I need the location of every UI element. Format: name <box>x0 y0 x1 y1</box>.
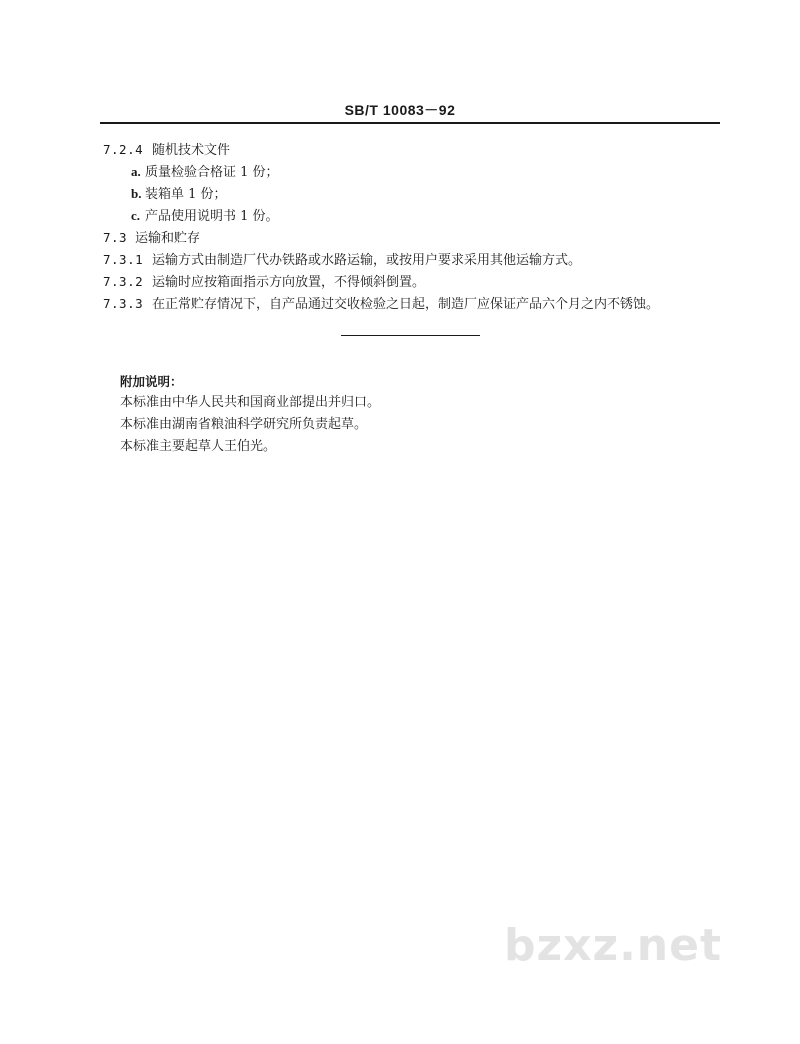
clause-number: 7.3.3 <box>103 296 144 311</box>
list-item-text: 产品使用说明书 1 份。 <box>145 209 279 224</box>
clause-text: 在正常贮存情况下，自产品通过交收检验之日起，制造厂应保证产品六个月之内不锈蚀。 <box>152 297 660 312</box>
list-item <box>131 208 279 225</box>
watermark: bzxz.net <box>503 920 722 971</box>
clause-number: 7.3.1 <box>103 252 144 267</box>
section-number: 7.3 <box>103 230 128 245</box>
appendix-line: 本标准由中华人民共和国商业部提出并归口。 <box>120 395 381 410</box>
end-divider <box>341 335 480 336</box>
appendix-line: 本标准由湖南省粮油科学研究所负责起草。 <box>120 417 368 432</box>
list-item-label: c. <box>131 208 141 223</box>
clause-7-3-1 <box>103 252 581 269</box>
clause-7-3-2 <box>103 274 425 291</box>
list-item <box>131 186 227 203</box>
clause-text: 运输方式由制造厂代办铁路或水路运输，或按用户要求采用其他运输方式。 <box>152 253 582 268</box>
clause-7-3-3 <box>103 296 659 313</box>
list-item-label: b. <box>131 186 142 201</box>
list-item-text: 质量检验合格证 1 份； <box>145 165 279 180</box>
appendix-line: 本标准主要起草人王伯光。 <box>120 439 277 454</box>
clause-number: 7.3.2 <box>103 274 144 289</box>
section-7-2-4-heading <box>103 142 230 159</box>
list-item <box>131 164 279 181</box>
section-title: 运输和贮存 <box>135 231 201 246</box>
appendix-title: 附加说明： <box>120 374 183 389</box>
header-rule <box>100 122 720 124</box>
standard-code-header: SB/T 10083－92 <box>344 102 456 118</box>
section-7-3-heading <box>103 230 200 247</box>
section-title: 随机技术文件 <box>152 143 231 158</box>
list-item-label: a. <box>131 164 141 179</box>
list-item-text: 装箱单 1 份； <box>145 187 227 202</box>
section-number: 7.2.4 <box>103 142 144 157</box>
clause-text: 运输时应按箱面指示方向放置，不得倾斜倒置。 <box>152 275 426 290</box>
